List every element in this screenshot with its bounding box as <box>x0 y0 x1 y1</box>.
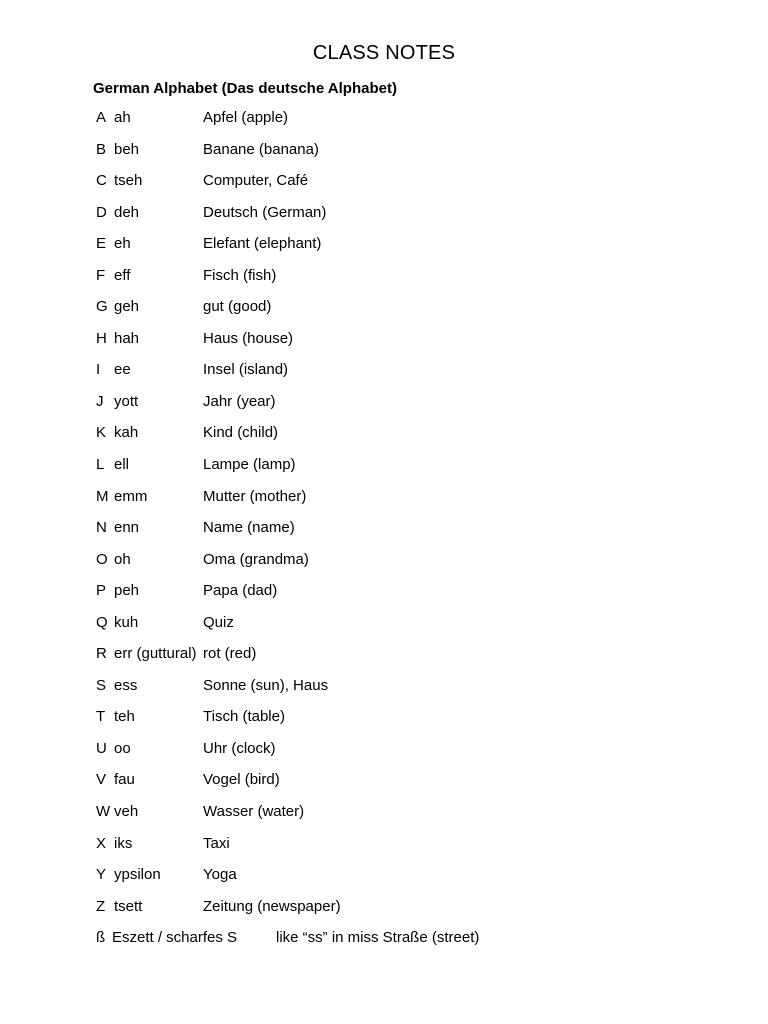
example-word: Oma (grandma) <box>203 550 309 568</box>
alphabet-row-f <box>96 266 696 298</box>
alphabet-row-i <box>96 360 696 392</box>
pronunciation: iks <box>114 834 133 852</box>
alphabet-row-b <box>96 140 696 172</box>
letter: T <box>96 708 106 726</box>
alphabet-row-o <box>96 550 696 582</box>
example-word: Wasser (water) <box>203 803 305 821</box>
alphabet-row-d <box>96 203 696 235</box>
pronunciation: ess <box>114 676 138 694</box>
alphabet-row-e <box>96 234 696 266</box>
letter: P <box>96 582 107 600</box>
letter: I <box>96 361 101 379</box>
alphabet-row-h <box>96 329 696 361</box>
pronunciation: enn <box>114 519 140 537</box>
pronunciation: teh <box>114 708 135 726</box>
alphabet-row-s <box>96 676 696 708</box>
letter: A <box>96 109 107 126</box>
alphabet-row-c <box>96 171 696 203</box>
letter: E <box>96 235 107 253</box>
example-word: Mutter (mother) <box>203 487 307 505</box>
example-word: Deutsch (German) <box>203 203 327 221</box>
example-word: like “ss” in miss Straße (street) <box>276 929 480 946</box>
letter: J <box>96 392 104 410</box>
letter: F <box>96 266 106 284</box>
letter: O <box>96 550 108 568</box>
letter: S <box>96 676 107 694</box>
example-word: Elefant (elephant) <box>203 235 322 253</box>
example-word: Sonne (sun), Haus <box>203 676 329 694</box>
example-word: Jahr (year) <box>203 392 276 410</box>
pronunciation: fau <box>114 771 135 789</box>
pronunciation: ell <box>114 456 130 474</box>
pronunciation: geh <box>114 298 140 316</box>
alphabet-row-k <box>96 423 696 455</box>
pronunciation: yott <box>114 392 139 410</box>
alphabet-row-u <box>96 739 696 771</box>
pronunciation: tseh <box>114 172 143 190</box>
pronunciation: eh <box>114 235 131 253</box>
pronunciation: deh <box>114 203 140 221</box>
letter: B <box>96 140 107 158</box>
pronunciation: kuh <box>114 613 139 631</box>
example-word: Banane (banana) <box>203 140 319 158</box>
pronunciation: ah <box>114 109 131 126</box>
pronunciation: ypsilon <box>114 866 161 884</box>
pronunciation: hah <box>114 329 140 347</box>
alphabet-list <box>96 108 696 928</box>
example-word: Quiz <box>203 613 234 631</box>
letter: N <box>96 519 107 537</box>
example-word: Vogel (bird) <box>203 771 280 789</box>
pronunciation: Eszett / scharfes S <box>112 929 238 946</box>
example-word: Zeitung (newspaper) <box>203 897 341 915</box>
letter: V <box>96 771 107 789</box>
letter: C <box>96 172 107 190</box>
example-word: Apfel (apple) <box>203 109 289 126</box>
letter: H <box>96 329 107 347</box>
page-title: CLASS NOTES <box>312 42 456 64</box>
example-word: rot (red) <box>203 645 257 663</box>
example-word: Tisch (table) <box>203 708 285 726</box>
letter: Q <box>96 613 108 631</box>
alphabet-row-y <box>96 865 696 897</box>
example-word: gut (good) <box>203 298 272 316</box>
example-word: Uhr (clock) <box>203 739 276 757</box>
pronunciation: beh <box>114 140 140 158</box>
alphabet-row-j <box>96 392 696 424</box>
pronunciation: eff <box>114 266 131 284</box>
alphabet-row-g <box>96 297 696 329</box>
letter: Y <box>96 866 107 884</box>
pronunciation: tsett <box>114 897 143 915</box>
example-word: Haus (house) <box>203 329 294 347</box>
example-word: Lampe (lamp) <box>203 456 296 474</box>
example-word: Insel (island) <box>203 361 289 379</box>
letter: M <box>96 487 109 505</box>
example-word: Computer, Café <box>203 172 309 190</box>
alphabet-row-l <box>96 455 696 487</box>
pronunciation: oo <box>114 739 131 757</box>
example-word: Kind (child) <box>203 424 279 442</box>
letter: U <box>96 739 107 757</box>
letter: W <box>96 803 111 821</box>
letter: Z <box>96 897 106 915</box>
alphabet-row-z <box>96 897 696 929</box>
example-word: Taxi <box>203 834 230 852</box>
alphabet-row-t <box>96 707 696 739</box>
pronunciation: oh <box>114 550 131 568</box>
alphabet-row-x <box>96 834 696 866</box>
alphabet-row-a <box>96 108 696 140</box>
pronunciation: emm <box>114 487 148 505</box>
example-word: Papa (dad) <box>203 582 278 600</box>
alphabet-row-n <box>96 518 696 550</box>
letter: D <box>96 203 107 221</box>
example-word: Fisch (fish) <box>203 266 277 284</box>
pronunciation: err (guttural) <box>114 645 197 663</box>
alphabet-row-q <box>96 613 696 645</box>
example-word: Name (name) <box>203 519 295 537</box>
letter: L <box>96 456 105 474</box>
letter: X <box>96 834 107 852</box>
letter: R <box>96 645 107 663</box>
alphabet-row-w <box>96 802 696 834</box>
alphabet-row-v <box>96 770 696 802</box>
example-word: Yoga <box>203 866 237 884</box>
alphabet-row-m <box>96 487 696 519</box>
letter: G <box>96 298 108 316</box>
alphabet-row-r <box>96 644 696 676</box>
section-heading: German Alphabet (Das deutsche Alphabet) <box>93 80 397 97</box>
pronunciation: ee <box>114 361 131 379</box>
alphabet-row-p <box>96 581 696 613</box>
pronunciation: veh <box>114 803 139 821</box>
pronunciation: peh <box>114 582 140 600</box>
letter: K <box>96 424 107 442</box>
pronunciation: kah <box>114 424 139 442</box>
letter: ß <box>96 929 106 946</box>
